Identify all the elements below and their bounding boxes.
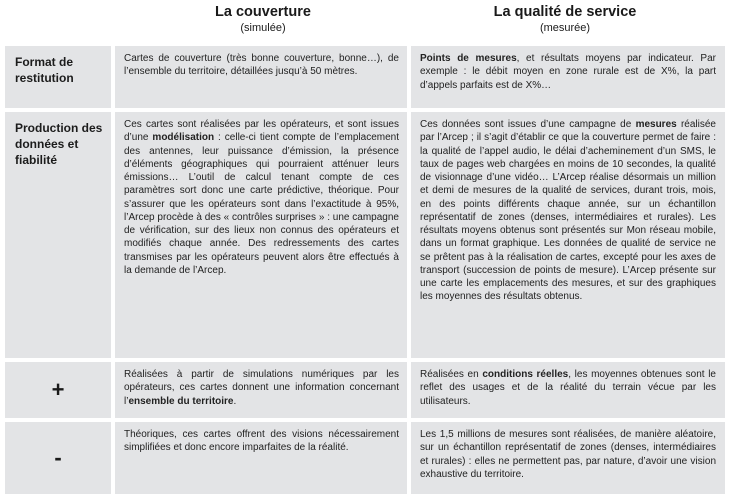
text-segment: Ces cartes sont réalisées par les opérateurs, et sont issues d’une xyxy=(124,119,399,144)
header-coverage-subtitle: (simulée) xyxy=(240,22,286,34)
row-label-production: Production des données et fiabilité xyxy=(5,112,111,358)
text-segment: . xyxy=(233,395,237,407)
bold-text-segment: mesures xyxy=(635,119,677,130)
bold-text-segment: conditions réelles xyxy=(482,369,569,380)
header-quality xyxy=(410,4,720,35)
text-segment: Les 1,5 millions de mesures sont réalisées, de manière aléatoire, sur un échantillon représentatif de zones (denses, intermédiaires et rurales) : elles ne permettent pas, par nature, d’avoir une vision exhaustive du territoire. xyxy=(420,429,716,480)
cell-production-quality xyxy=(411,112,725,358)
row-label-format: Format de restitution xyxy=(5,46,111,108)
row-label-plus: + xyxy=(5,362,111,418)
text-segment: Ces données sont issues d’une campagne de xyxy=(420,119,636,130)
row-label-minus: - xyxy=(5,422,111,494)
cell-format-coverage xyxy=(115,46,407,108)
cell-plus-coverage xyxy=(115,362,407,418)
text-segment: Réalisées à partir de simulations numériques par les opérateurs, ces cartes donnent une information concernant l’ xyxy=(124,369,399,407)
cell-format-quality xyxy=(411,46,725,108)
text-segment: : celle-ci tient compte de l’emplacement des antennes, leur puissance d’émission, la présence d’éléments géographiques qui pourraient atténuer leurs émissions… L’outil de calcul tenant compte de ces paramètres sort donc une carte prédictive, théorique. Pour s’assurer que les opérateurs sont dans l’exactitude à 95%, l’Arcep procède à des « contrôles surprises » : une campagne de vérification, sur des lieux non connus des opérateurs et modifiés chaque année. Des redressements des cartes transmises par les opérateurs peuvent alors être effectués à la demande de l’Arcep. xyxy=(124,132,399,276)
header-quality-title: La qualité de service xyxy=(493,4,637,20)
bold-text-segment: modélisation xyxy=(152,132,215,144)
header-coverage xyxy=(118,4,408,35)
text-segment: , et résultats moyens par indicateur. Par exemple : le débit moyen en zone rurale est de X%, la part d’appels parfaits est de X%… xyxy=(420,53,716,91)
header-quality-subtitle: (mesurée) xyxy=(539,22,591,34)
text-segment: , les moyennes obtenues sont le reflet des usages et de la réalité du terrain vécue par les utilisateurs. xyxy=(420,369,716,407)
bold-text-segment: ensemble du territoire xyxy=(128,395,234,407)
text-segment: Cartes de couverture (très bonne couverture, bonne…), de l’ensemble du territoire, détaillées jusqu’à 50 mètres. xyxy=(124,53,399,78)
header-coverage-title: La couverture xyxy=(215,4,311,20)
cell-minus-quality xyxy=(411,422,725,494)
cell-production-coverage xyxy=(115,112,407,358)
bold-text-segment: Points de mesures xyxy=(420,53,517,64)
cell-minus-coverage xyxy=(115,422,407,494)
text-segment: réalisée par l’Arcep ; il s’agit d’établir ce que la couverture permet de faire : la qualité de l’appel audio, le délai d’acheminement d’un SMS, le taux de pages web chargées en moins de 10 secondes, la qualité de visionnage d’une vidéo… L’Arcep réalise désormais un million et demi de mesures de la qualité de services, durant trois, mois, en des points différents chaque année, sur un échantillon représentatif de zones (denses, intermédiaires et rurales). Les résultats moyens obtenus sont présentés sur Mon réseau mobile, dans un format graphique. Les données de qualité de service ne se prêtent pas à la réalisation de cartes, excepté pour les axes de transport (succession de points de mesure). L’Arcep présente sur une carte les emplacements des mesures, et sur des graphiques les moyennes des résultats obtenus. xyxy=(420,119,716,303)
cell-plus-quality xyxy=(411,362,725,418)
comparison-table xyxy=(5,46,725,494)
text-segment: Théoriques, ces cartes offrent des visions nécessairement simplifiées et donc encore imparfaites de la réalité. xyxy=(124,429,399,454)
text-segment: Réalisées en xyxy=(420,369,483,380)
